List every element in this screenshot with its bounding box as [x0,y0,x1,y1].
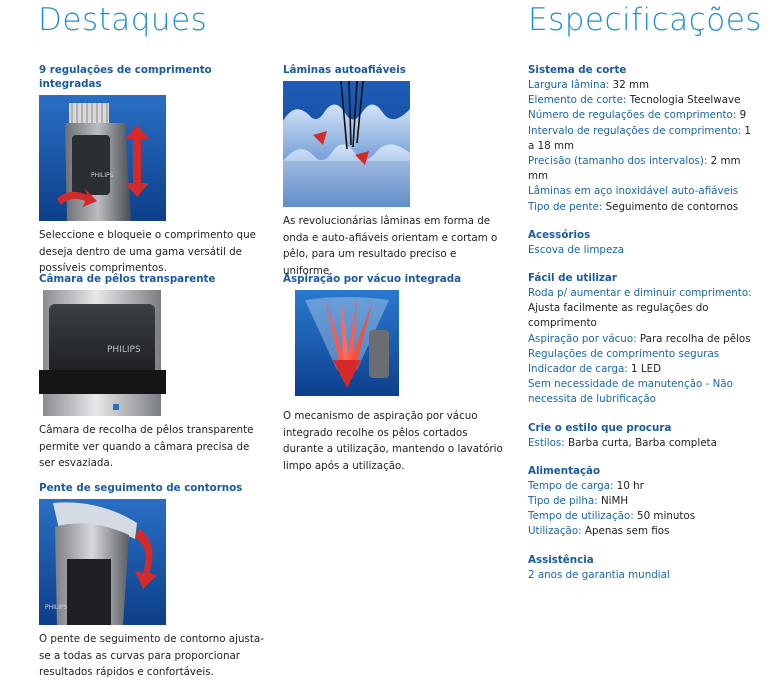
transparent-chamber-image [39,290,166,416]
feature-transparent-chamber [39,272,264,472]
feature-title: Lâminas autoafiáveis [283,64,406,76]
spec-section [528,271,753,408]
spec-section [528,421,753,451]
spec-label: 2 anos de garantia mundial [528,568,670,581]
spec-label: Tempo de carga [528,479,611,492]
spec-label: Largura lâmina [528,79,606,91]
spec-row: Utilização: Apenas sem fios [528,525,670,538]
spec-row: Intervalo de regulações de comprimento: 1 a 18 mm [528,124,751,152]
spec-row: Tempo de carga: 10 hr [528,479,644,492]
specifications-list [528,63,753,596]
spec-value: 1 a 18 mm [528,124,751,152]
feature-description: O pente de seguimento de contorno ajusta-se a todas as curvas para proporcionar resultados rápidos e confortáveis. [39,633,264,678]
feature-title: Câmara de pêlos transparente [39,273,216,285]
spec-row: Tipo de pilha: NiMH [528,495,629,508]
spec-label: Regulações de comprimento seguras [528,347,720,360]
spec-section-title: Fácil de utilizar [528,272,617,285]
spec-value: 1 LED [631,363,662,376]
brand-logo: PHILIPS [107,345,141,355]
spec-row [528,243,753,258]
spec-row: Tipo de pente: Seguimento de contornos [528,200,739,213]
feature-description: Seleccione e bloqueie o comprimento que deseja dentro de uma gama versátil de possíveis comprimentos. [39,229,256,274]
spec-value: Tecnologia Steelwave [629,94,741,107]
svg-text:PHILIPS: PHILIPS [91,172,114,179]
spec-value: Para recolha de pêlos [639,332,751,345]
spec-row [528,377,753,407]
spec-label: Precisão (tamanho dos intervalos) [528,155,704,168]
spec-label: Indicador de carga [528,363,625,376]
feature-description: As revolucionárias lâminas em forma de onda e auto-afiáveis orientam e cortam o pêlo, para um resultado preciso e uniforme. [283,215,498,277]
spec-section [528,63,753,215]
spec-label: Elemento de corte [528,94,623,107]
spec-row: Elemento de corte: Tecnologia Steelwave [528,94,741,107]
spec-label: Estilos [528,436,562,449]
highlights-heading: Destaques [38,2,208,38]
spec-label: Aspiração por vácuo [528,332,634,345]
feature-description: Câmara de recolha de pêlos transparente permite ver quando a câmara precisa de ser esvaziada. [39,424,254,469]
spec-label: Escova de limpeza [528,243,624,256]
spec-row: Roda p/ aumentar e diminuir comprimento: Ajusta facilmente as regulações do comprimento [528,287,752,330]
spec-row: Tempo de utilização: 50 minutos [528,510,696,523]
spec-label: Lâminas em aço inoxidável auto-afiáveis [528,185,739,198]
spec-section [528,553,753,583]
spec-section-title: Sistema de corte [528,64,627,76]
spec-row: Indicador de carga: 1 LED [528,363,662,376]
spec-row: Aspiração por vácuo: Para recolha de pêlos [528,332,751,345]
spec-value: 32 mm [612,79,650,91]
contour-comb-image [39,499,166,625]
spec-value: 50 minutos [637,510,696,523]
spec-label: Utilização [528,525,579,538]
spec-label: Tempo de utilização [528,510,631,523]
brand-logo: PHILIPS [45,604,68,611]
spec-value: Ajusta facilmente as regulações do comprimento [528,302,709,330]
spec-label: Número de regulações de comprimento [528,109,733,122]
spec-row [528,184,753,199]
spec-label: Sem necessidade de manutenção - Não necessita de lubrificação [528,378,733,406]
spec-section-title: Alimentação [528,464,601,477]
feature-description: O mecanismo de aspiração por vácuo integrado recolhe os pêlos cortados durante a utilização, mantendo o lavatório limpo após a utilização. [283,410,503,472]
spec-label: Roda p/ aumentar e diminuir comprimento [528,287,749,300]
feature-length-settings [39,63,264,277]
spec-value: Barba curta, Barba completa [568,436,717,449]
feature-vacuum-suction [283,272,508,474]
spec-value: Seguimento de contornos [605,200,739,213]
vacuum-suction-image [295,290,399,396]
spec-section-title: Assistência [528,553,594,566]
specifications-heading: Especificações [528,2,762,38]
spec-value: Apenas sem fios [584,525,670,538]
self-sharpening-blades-image [283,81,410,207]
spec-value: 9 [739,109,747,122]
spec-row: Largura lâmina: 32 mm [528,79,650,91]
spec-row [528,347,753,362]
spec-row: Precisão (tamanho dos intervalos): 2 mm mm [528,155,741,183]
feature-self-sharpening-blades [283,63,508,279]
spec-label: Intervalo de regulações de comprimento [528,124,738,137]
spec-row [528,568,753,583]
feature-contour-comb [39,481,264,681]
spec-value: 10 hr [616,479,644,492]
feature-title: 9 regulações de comprimento integradas [39,64,212,90]
spec-value: NiMH [600,495,629,508]
spec-row: Estilos: Barba curta, Barba completa [528,436,717,449]
feature-title: Pente de seguimento de contornos [39,482,243,494]
spec-section-title: Crie o estilo que procura [528,421,672,434]
feature-title: Aspiração por vácuo integrada [283,273,462,285]
spec-value: 2 mm mm [528,155,741,183]
spec-row: Número de regulações de comprimento: 9 [528,109,747,122]
spec-section [528,464,753,540]
spec-label: Tipo de pente [528,200,599,213]
spec-section-title: Acessórios [528,228,591,241]
length-settings-product-image [39,95,166,221]
spec-section [528,228,753,258]
spec-label: Tipo de pilha [528,495,595,508]
